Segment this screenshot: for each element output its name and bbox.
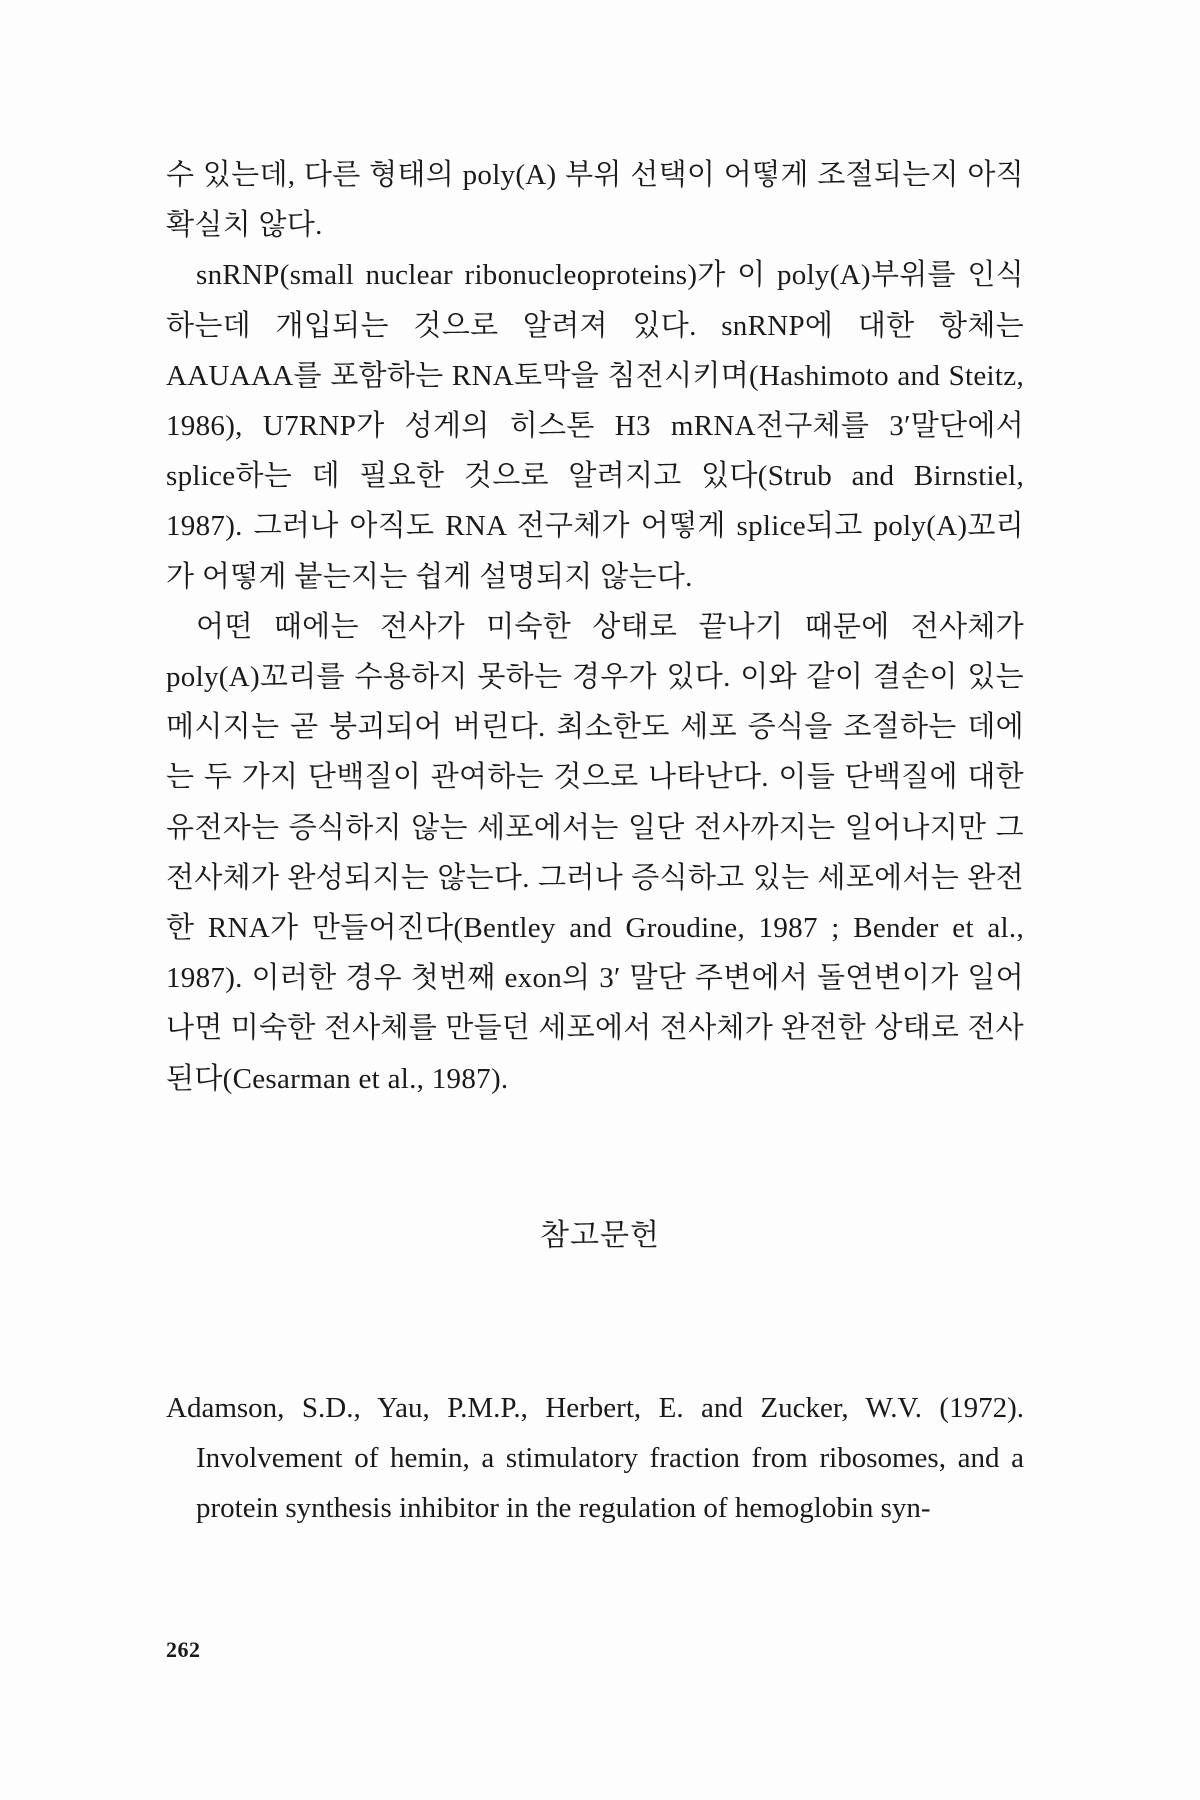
paragraph-continued: 수 있는데, 다른 형태의 poly(A) 부위 선택이 어떻게 조절되는지 아직 확실치 않다. <box>166 159 1024 242</box>
references-list <box>166 1383 1024 1533</box>
body-text <box>166 150 1024 1104</box>
references-heading: 참고문헌 <box>540 1219 660 1252</box>
page-number: 262 <box>166 1637 201 1662</box>
reference-entry: Adamson, S.D., Yau, P.M.P., Herbert, E. and Zucker, W.V. (1972). Involvement of hemin, a stimulatory fraction from ribosomes, and a protein synthesis inhibitor in the regulation of hemoglobin syn- <box>166 1392 1024 1524</box>
paragraph-transcription: 어떤 때에는 전사가 미숙한 상태로 끝나기 때문에 전사체가 poly(A)꼬리를 수용하지 못하는 경우가 있다. 이와 같이 결손이 있는 메시지는 곧 붕괴되어 버린다. 최소한도 세포 증식을 조절하는 데에는 두 가지 단백질이 관여하는 것으로 나타난다. 이들 단백질에 대한 유전자는 증식하지 않는 세포에서는 일단 전사까지는 일어나지만 그 전사체가 완성되지는 않는다. 그러나 증식하고 있는 세포에서는 완전한 RNA가 만들어진다(Bentley and Groudine, 1987 ; Bender et al., 1987). 이러한 경우 첫번째 exon의 3′ 말단 주변에서 돌연변이가 일어나면 미숙한 전사체를 만들던 세포에서 전사체가 완전한 상태로 전사된다(Cesarman et al., 1987). <box>166 610 1024 1095</box>
paragraph-snrnp: snRNP(small nuclear ribonucleoproteins)가 이 poly(A)부위를 인식하는데 개입되는 것으로 알려져 있다. snRNP에 대한 항체는 AAUAAA를 포함하는 RNA토막을 침전시키며(Hashimoto and Steitz, 1986), U7RNP가 성게의 히스톤 H3 mRNA전구체를 3′말단에서 splice하는 데 필요한 것으로 알려지고 있다(Strub and Birnstiel, 1987). 그러나 아직도 RNA 전구체가 어떻게 splice되고 poly(A)꼬리가 어떻게 붙는지는 쉽게 설명되지 않는다. <box>166 259 1024 593</box>
